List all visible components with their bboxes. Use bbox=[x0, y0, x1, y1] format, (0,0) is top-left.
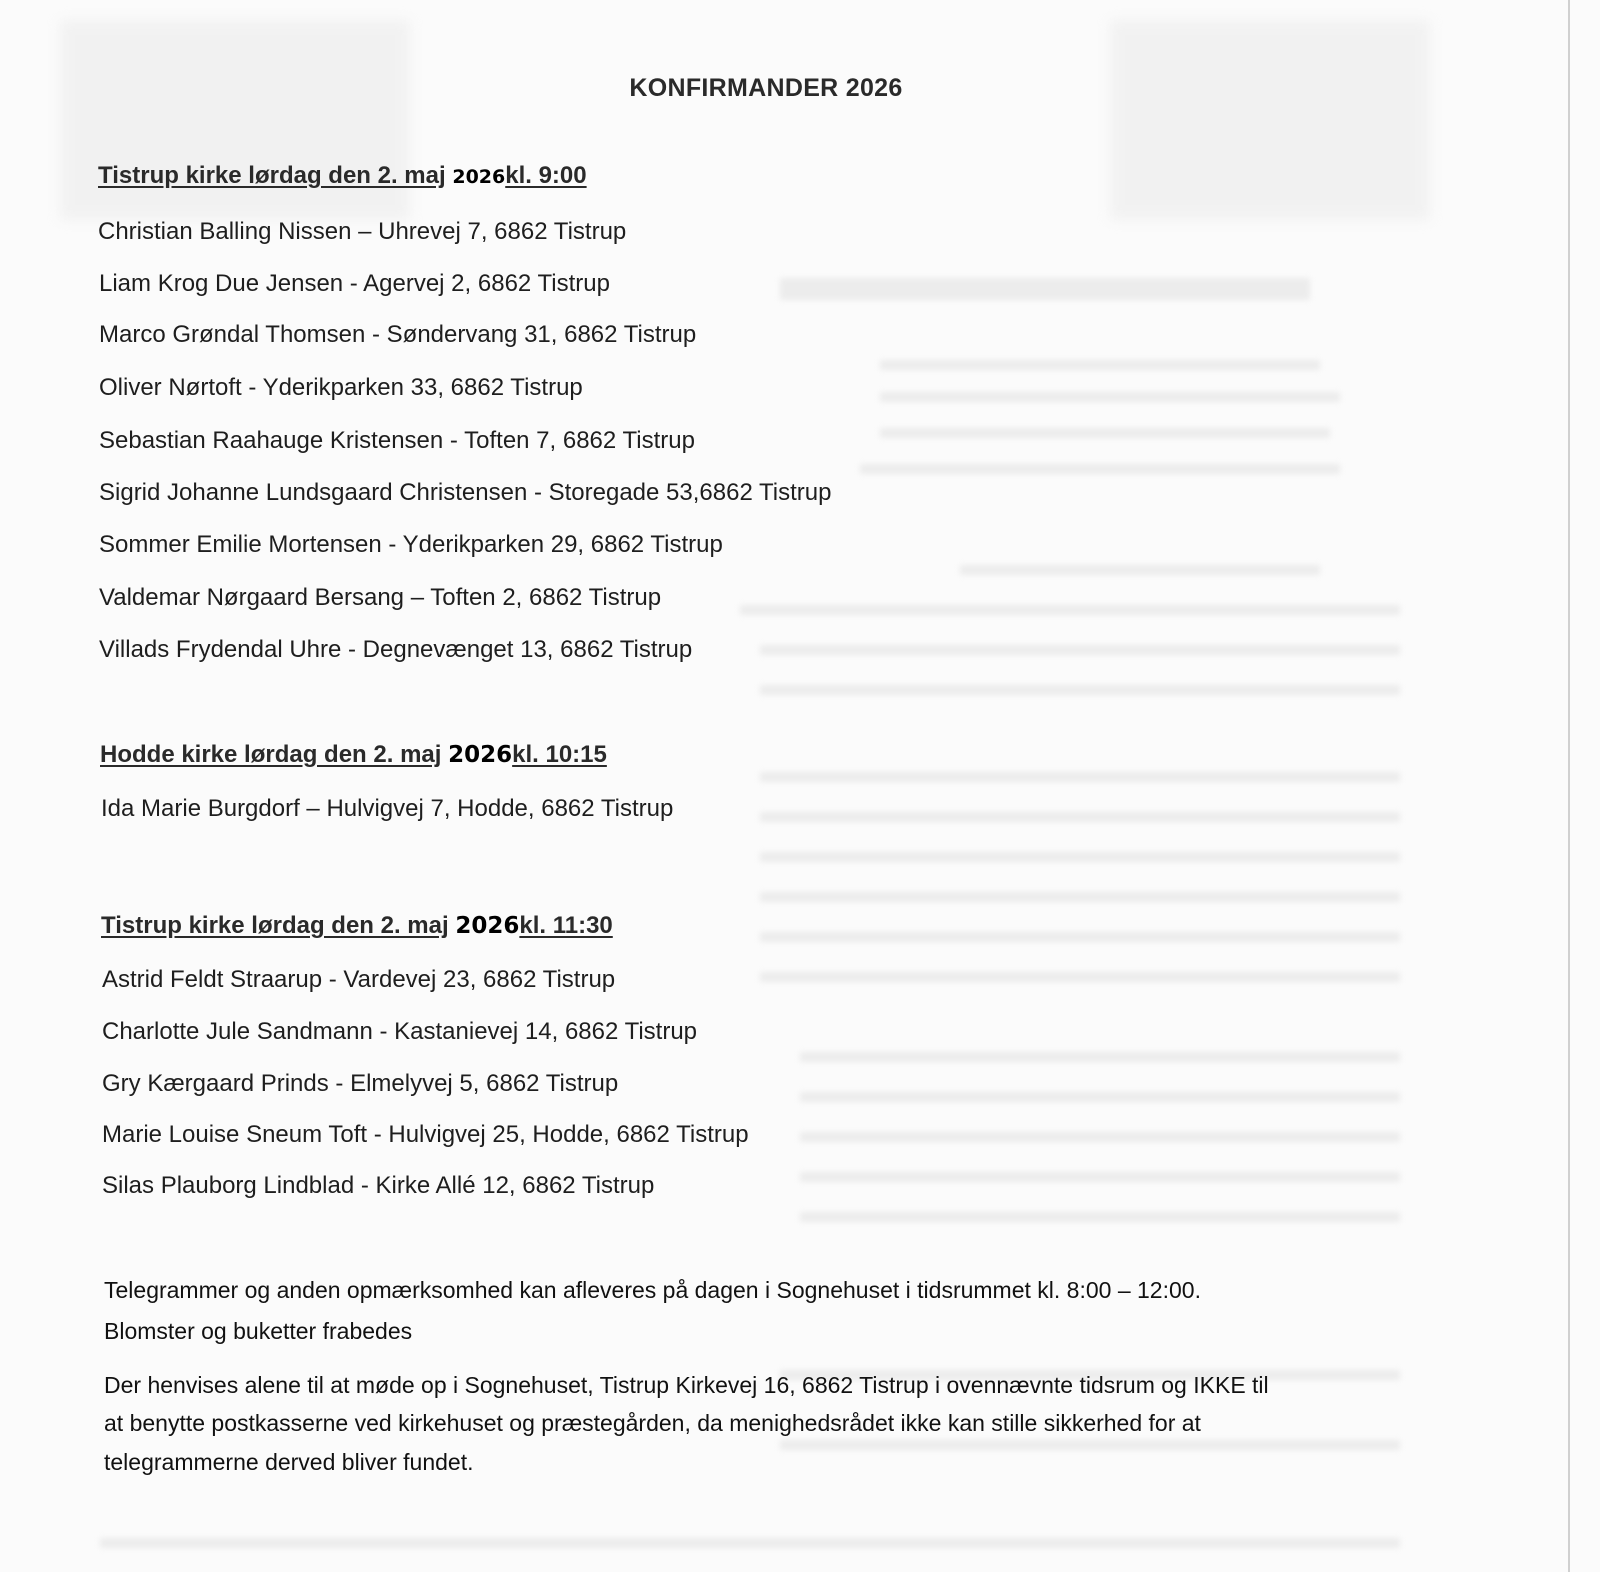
instruction-text: Der henvises alene til at møde op i Sognehuset, Tistrup Kirkevej 16, 6862 Tistrup i ovennævnte tidsrum og IKKE til bbox=[104, 1372, 1269, 1398]
confirmand-entry: Sommer Emilie Mortensen - Yderikparken 29, 6862 Tistrup bbox=[99, 531, 723, 558]
confirmand-entry: Silas Plauborg Lindblad - Kirke Allé 12, 6862 Tistrup bbox=[102, 1172, 655, 1199]
show-through-text bbox=[800, 1212, 1400, 1222]
section-heading bbox=[101, 912, 613, 940]
telegram-info: Telegrammer og anden opmærksomhed kan afleveres på dagen i Sognehuset i tidsrummet kl. 8:00 – 12:00. bbox=[104, 1277, 1201, 1303]
section-heading bbox=[100, 741, 607, 769]
confirmand-entry: Astrid Feldt Straarup - Vardevej 23, 6862 Tistrup bbox=[102, 966, 616, 993]
confirmand-entry: Marco Grøndal Thomsen - Søndervang 31, 6862 Tistrup bbox=[99, 321, 697, 348]
confirmand-entry: Ida Marie Burgdorf – Hulvigvej 7, Hodde, 6862 Tistrup bbox=[101, 795, 674, 822]
show-through-text bbox=[880, 428, 1330, 438]
heading-year: 2026 bbox=[455, 913, 520, 939]
show-through-text bbox=[760, 685, 1400, 695]
instruction-text: at benytte postkasserne ved kirkehuset og præstegården, da menighedsrådet ikke kan stille sikkerhed for at bbox=[104, 1410, 1201, 1436]
confirmand-entry: Villads Frydendal Uhre - Degnevænget 13, 6862 Tistrup bbox=[99, 636, 693, 663]
show-through-text bbox=[760, 772, 1400, 782]
confirmand-entry: Oliver Nørtoft - Yderikparken 33, 6862 Tistrup bbox=[99, 374, 583, 401]
show-through-text bbox=[800, 1172, 1400, 1182]
show-through-image-right bbox=[1110, 20, 1430, 220]
heading-time: kl. 9:00 bbox=[505, 162, 587, 189]
section-heading bbox=[98, 162, 587, 190]
show-through-text bbox=[100, 1538, 1400, 1548]
heading-time: kl. 10:15 bbox=[512, 741, 607, 768]
confirmand-entry: Sebastian Raahauge Kristensen - Toften 7, 6862 Tistrup bbox=[99, 427, 695, 454]
instruction-text: telegrammerne derved bliver fundet. bbox=[104, 1449, 474, 1475]
show-through-text bbox=[740, 605, 1400, 615]
confirmand-entry: Charlotte Jule Sandmann - Kastanievej 14, 6862 Tistrup bbox=[102, 1018, 698, 1045]
heading-church-date: Tistrup kirke lørdag den 2. maj bbox=[98, 162, 446, 189]
show-through-text bbox=[880, 360, 1320, 370]
show-through-text bbox=[960, 565, 1320, 575]
show-through-text bbox=[780, 1440, 1400, 1450]
heading-church-date: Tistrup kirke lørdag den 2. maj bbox=[101, 912, 449, 939]
show-through-text bbox=[780, 278, 1310, 300]
heading-church-date: Hodde kirke lørdag den 2. maj bbox=[100, 741, 442, 768]
show-through-text bbox=[760, 645, 1400, 655]
confirmand-entry: Gry Kærgaard Prinds - Elmelyvej 5, 6862 Tistrup bbox=[102, 1070, 619, 1097]
page-edge bbox=[1568, 0, 1570, 1572]
show-through-image-left bbox=[60, 20, 410, 220]
show-through-text bbox=[800, 1052, 1400, 1062]
confirmand-entry: Sigrid Johanne Lundsgaard Christensen - Storegade 53,6862 Tistrup bbox=[99, 479, 832, 506]
confirmand-entry: Valdemar Nørgaard Bersang – Toften 2, 6862 Tistrup bbox=[99, 584, 662, 611]
show-through-text bbox=[760, 852, 1400, 862]
confirmand-entry: Liam Krog Due Jensen - Agervej 2, 6862 Tistrup bbox=[99, 270, 610, 297]
heading-time: kl. 11:30 bbox=[519, 912, 613, 939]
show-through-text bbox=[860, 464, 1340, 474]
confirmand-entry: Marie Louise Sneum Toft - Hulvigvej 25, Hodde, 6862 Tistrup bbox=[102, 1121, 749, 1148]
show-through-text bbox=[760, 972, 1400, 982]
show-through-text bbox=[800, 1132, 1400, 1142]
show-through-text bbox=[760, 812, 1400, 822]
show-through-text bbox=[760, 932, 1400, 942]
show-through-text bbox=[760, 892, 1400, 902]
heading-year: 2026 bbox=[448, 742, 513, 768]
show-through-text bbox=[800, 1092, 1400, 1102]
confirmand-entry: Christian Balling Nissen – Uhrevej 7, 6862 Tistrup bbox=[98, 218, 627, 245]
show-through-text bbox=[880, 392, 1340, 402]
heading-year: 2026 bbox=[452, 166, 506, 188]
document-title: KONFIRMANDER 2026 bbox=[629, 74, 903, 102]
flowers-notice: Blomster og buketter frabedes bbox=[104, 1318, 413, 1344]
